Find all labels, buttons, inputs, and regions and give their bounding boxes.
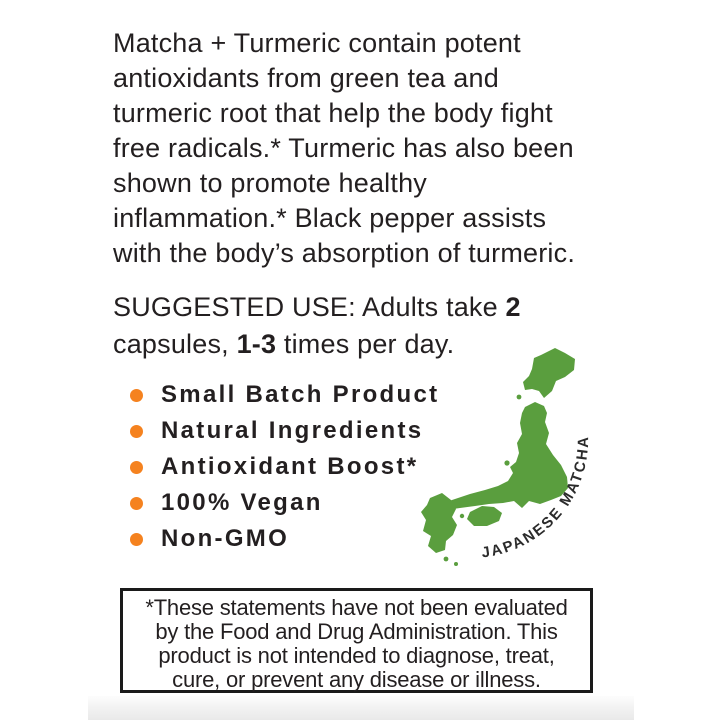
feature-label: Small Batch Product [161, 381, 440, 408]
bullet-icon [130, 425, 143, 438]
suggested-use-frequency: 1-3 [236, 329, 277, 359]
japan-map-icon [415, 345, 650, 585]
kyushu-island [421, 493, 457, 553]
suggested-use-text: SUGGESTED USE: Adults take [113, 292, 506, 322]
fda-disclaimer-box [120, 588, 593, 693]
small-island [460, 514, 464, 518]
disclaimer-line: product is not intended to diagnose, treat, [158, 643, 555, 668]
honshu-island [434, 402, 568, 513]
feature-label: Antioxidant Boost* [161, 453, 419, 480]
disclaimer-line: cure, or prevent any disease or illness. [172, 667, 541, 692]
suggested-use-text: capsules, [113, 329, 237, 359]
feature-label: 100% Vegan [161, 489, 323, 516]
small-island [454, 562, 458, 566]
bullet-icon [130, 389, 143, 402]
hokkaido-island [523, 348, 575, 398]
description-line: Matcha + Turmeric contain potent [113, 28, 521, 58]
japan-map-illustration [415, 345, 650, 585]
bullet-icon [130, 461, 143, 474]
feature-label: Non-GMO [161, 525, 290, 552]
feature-label: Natural Ingredients [161, 417, 424, 444]
feature-list [130, 377, 439, 557]
suggested-use-dose: 2 [505, 292, 521, 322]
disclaimer-line: *These statements have not been evaluated [145, 595, 568, 620]
sado-island [504, 460, 509, 465]
bullet-icon [130, 533, 143, 546]
description-line: free radicals.* Turmeric has also been [113, 133, 574, 163]
description-line: shown to promote healthy [113, 168, 427, 198]
description-line: turmeric root that help the body fight [113, 98, 553, 128]
disclaimer-line: by the Food and Drug Administration. This [155, 619, 558, 644]
list-item [130, 485, 439, 521]
list-item [130, 413, 439, 449]
description-line: antioxidants from green tea and [113, 63, 499, 93]
list-item [130, 377, 439, 413]
small-island [444, 557, 449, 562]
list-item [130, 449, 439, 485]
description-paragraph [113, 26, 575, 271]
list-item [130, 521, 439, 557]
label-bottom-shadow [88, 696, 634, 720]
description-line: inflammation.* Black pepper assists [113, 203, 547, 233]
shikoku-island [467, 506, 502, 526]
description-line: with the body’s absorption of turmeric. [113, 238, 576, 268]
bullet-icon [130, 497, 143, 510]
suggested-use-text: times per day. [276, 329, 455, 359]
small-island [517, 395, 522, 400]
suggested-use-line [113, 289, 521, 326]
map-caption-textpath: JAPANESE MATCHA [480, 434, 593, 562]
